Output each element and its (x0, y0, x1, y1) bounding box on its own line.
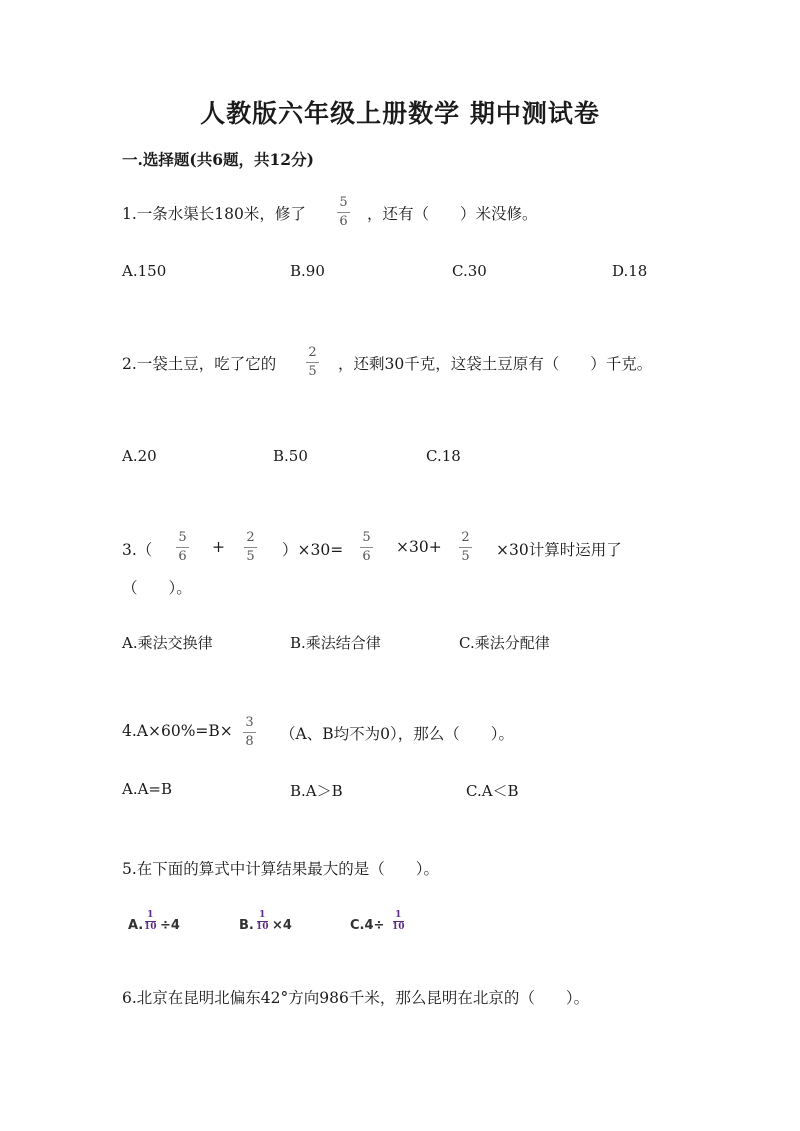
fraction (176, 531, 189, 563)
option-b[interactable]: B.50 (273, 447, 308, 465)
page-title: 人教版六年级上册数学 期中测试卷 (200, 99, 600, 128)
fraction-bar (459, 547, 472, 548)
question-text: 1.一条水渠长180米，修了 (122, 205, 306, 223)
fraction-bar (306, 362, 319, 363)
plus-sign: + (212, 538, 225, 556)
fraction-bar (244, 547, 257, 548)
fraction (306, 346, 319, 378)
fraction (360, 531, 373, 563)
fraction-numerator: 5 (362, 530, 371, 545)
question-text: ×30计算时运用了 (496, 541, 622, 559)
fraction (459, 531, 472, 563)
fraction-denominator: 10 (256, 922, 269, 932)
option-a-prefix[interactable]: A. (128, 918, 144, 933)
question-text-line2: （ ）。 (122, 579, 192, 597)
question-text: 4.A×60%=B× (122, 722, 233, 740)
question-text: ）×30= (282, 541, 344, 559)
fraction-numerator: 2 (308, 345, 317, 360)
option-d[interactable]: D.18 (612, 262, 648, 280)
fraction-denominator: 10 (392, 922, 405, 932)
question-text: ，还剩30千克，这袋土豆原有（ ）千克。 (338, 355, 653, 373)
fraction (243, 716, 256, 748)
fraction-denominator: 5 (308, 364, 317, 379)
question-text: 6.北京在昆明北偏东42°方向986千米，那么昆明在北京的（ ）。 (122, 989, 590, 1007)
fraction-bar (360, 547, 373, 548)
option-b[interactable]: B.乘法结合律 (290, 634, 381, 652)
option-c-prefix[interactable]: C.4÷ (350, 918, 385, 933)
question-text: ×30+ (396, 538, 442, 556)
option-c[interactable]: C.18 (426, 447, 461, 465)
fraction-numerator: 1 (259, 910, 266, 920)
option-b-prefix[interactable]: B. (239, 918, 254, 933)
option-a-suffix: ÷4 (160, 918, 180, 933)
fraction (337, 196, 350, 228)
option-b[interactable]: B.90 (290, 262, 325, 280)
fraction-bar (243, 732, 256, 733)
option-c[interactable]: C.乘法分配律 (459, 634, 550, 652)
option-b[interactable]: B.A＞B (290, 782, 343, 800)
fraction-numerator: 1 (147, 910, 154, 920)
option-a[interactable]: A.A=B (122, 780, 173, 798)
fraction-denominator: 5 (246, 549, 255, 564)
fraction-numerator: 5 (178, 530, 187, 545)
fraction-denominator: 5 (461, 549, 470, 564)
fraction (244, 531, 257, 563)
question-text: （A、B均不为0），那么（ ）。 (280, 725, 514, 743)
fraction-denominator: 10 (144, 922, 157, 932)
option-a[interactable]: A.150 (122, 262, 167, 280)
question-text: 2.一袋土豆，吃了它的 (122, 355, 277, 373)
option-b-fraction (256, 911, 269, 932)
fraction-numerator: 2 (461, 530, 470, 545)
fraction-denominator: 6 (339, 214, 348, 229)
option-c[interactable]: C.30 (452, 262, 487, 280)
fraction-denominator: 8 (245, 734, 254, 749)
fraction-denominator: 6 (362, 549, 371, 564)
section-heading: 一.选择题(共6题，共12分) (122, 150, 314, 169)
fraction-denominator: 6 (178, 549, 187, 564)
fraction-numerator: 3 (245, 715, 254, 730)
option-a[interactable]: A.乘法交换律 (122, 634, 213, 652)
option-c[interactable]: C.A＜B (466, 782, 519, 800)
question-text: ，还有（ ）米没修。 (367, 205, 538, 223)
option-c-fraction (392, 911, 405, 932)
option-b-suffix: ×4 (272, 918, 292, 933)
fraction-numerator: 2 (246, 530, 255, 545)
option-a[interactable]: A.20 (122, 447, 157, 465)
fraction-numerator: 5 (339, 195, 348, 210)
fraction-bar (176, 547, 189, 548)
fraction-bar (337, 212, 350, 213)
fraction-numerator: 1 (395, 910, 402, 920)
question-text: 3.（ (122, 541, 153, 559)
question-text: 5.在下面的算式中计算结果最大的是（ ）。 (122, 860, 440, 878)
option-a-fraction (144, 911, 157, 932)
